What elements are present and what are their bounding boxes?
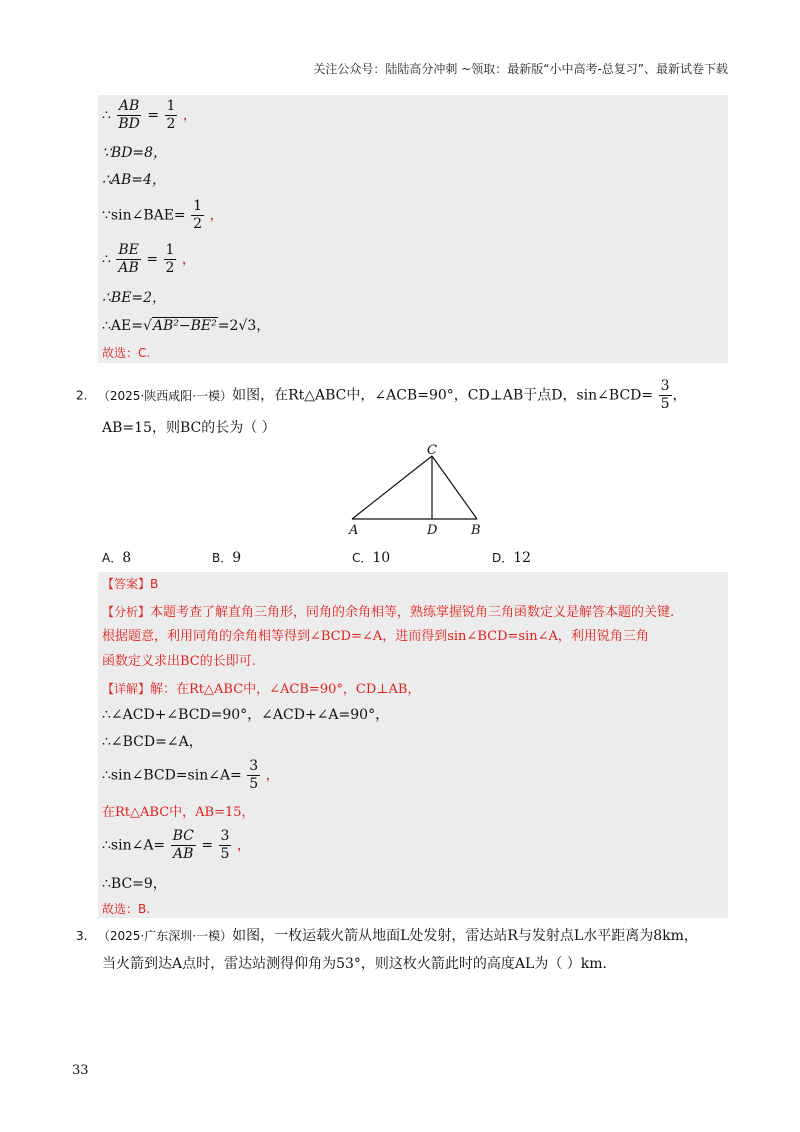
- q2-stem-line-2: AB=15，则BC的长为（ ）: [102, 420, 276, 436]
- q2-analysis-1: 【分析】本题考查了解直角三角形，同角的余角相等，熟练掌握锐角三角函数定义是解答本题的关键.: [102, 605, 675, 620]
- label-A: A: [349, 523, 359, 538]
- sol1-line-3: ∴AB=4，: [102, 172, 166, 188]
- q2-detail-1: 【详解】解：在Rt△ABC中，∠ACB=90°，CD⊥AB，: [102, 682, 421, 697]
- q2-stem-line-1: 2. （2025·陕西咸阳·一模）如图，在Rt△ABC中，∠ACB=90°，CD⊥AB于点D，sin∠BCD= $\frac{3}{5}$ ，: [76, 378, 687, 412]
- q2-detail-3: ∴∠BCD=∠A，: [102, 734, 203, 750]
- q2-option-c[interactable]: C．10: [352, 550, 391, 566]
- sol1-line-5: ∴ $\frac{BE}{AB}$ = $\frac{1}{2}$ ，: [102, 242, 196, 276]
- segment-AC: [352, 456, 432, 519]
- q2-answer: 【答案】B: [102, 577, 159, 591]
- q2-detail-6: ∴sin∠A= $\frac{BC}{AB}$ = $\frac{3}{5}$ ，: [102, 828, 251, 862]
- label-D: D: [427, 523, 438, 538]
- q2-detail-2: ∴∠ACD+∠BCD=90°，∠ACD+∠A=90°，: [102, 707, 390, 723]
- segment-BC: [432, 456, 477, 519]
- q3-stem-line-2: 当火箭到达A点时，雷达站测得仰角为53°，则这枚火箭此时的高度AL为（ ）km.: [102, 956, 607, 972]
- q2-detail-7: ∴BC=9，: [102, 876, 167, 892]
- q2-analysis-3: 函数定义求出BC的长即可.: [102, 654, 256, 669]
- sol1-line-7: ∴AE=√AB²−BE²=2√3，: [102, 318, 271, 334]
- q2-triangle-figure: [0, 440, 800, 540]
- fraction: $\frac{AB}{BD}$: [118, 98, 140, 132]
- sol1-choice: 故选：C.: [102, 346, 151, 360]
- sol1-line-6: ∴BE=2，: [102, 290, 167, 306]
- q2-option-d[interactable]: D．12: [492, 550, 532, 566]
- page-header: 关注公众号：陆陆高分冲刺 ~领取：最新版“小中高考-总复习”、最新试卷下载: [313, 62, 728, 76]
- label-B: B: [471, 523, 481, 538]
- q2-option-a[interactable]: A．8: [102, 550, 132, 566]
- q2-choice: 故选：B.: [102, 902, 151, 916]
- sol1-line-2: ∵BD=8，: [102, 145, 168, 161]
- q2-detail-5: 在Rt△ABC中，AB=15，: [102, 805, 255, 820]
- page-number: 33: [72, 1063, 89, 1078]
- label-C: C: [427, 443, 437, 458]
- sol1-line-4: ∵sin∠BAE= $\frac{1}{2}$ ，: [102, 198, 224, 232]
- q3-stem-line-1: 3. （2025·广东深圳·一模）如图，一枚运载火箭从地面L处发射，雷达站R与发射点L水平距离为8km，: [76, 928, 698, 944]
- q2-option-b[interactable]: B．9: [212, 550, 242, 566]
- q2-analysis-2: 根据题意，利用同角的余角相等得到∠BCD=∠A，进而得到sin∠BCD=sin∠A，利用锐角三角: [102, 629, 649, 644]
- q2-detail-4: ∴sin∠BCD=sin∠A= $\frac{3}{5}$ ，: [102, 758, 280, 792]
- sol1-line-1: ∴ $\frac{AB}{BD}$ = $\frac{1}{2}$ ，: [102, 98, 197, 132]
